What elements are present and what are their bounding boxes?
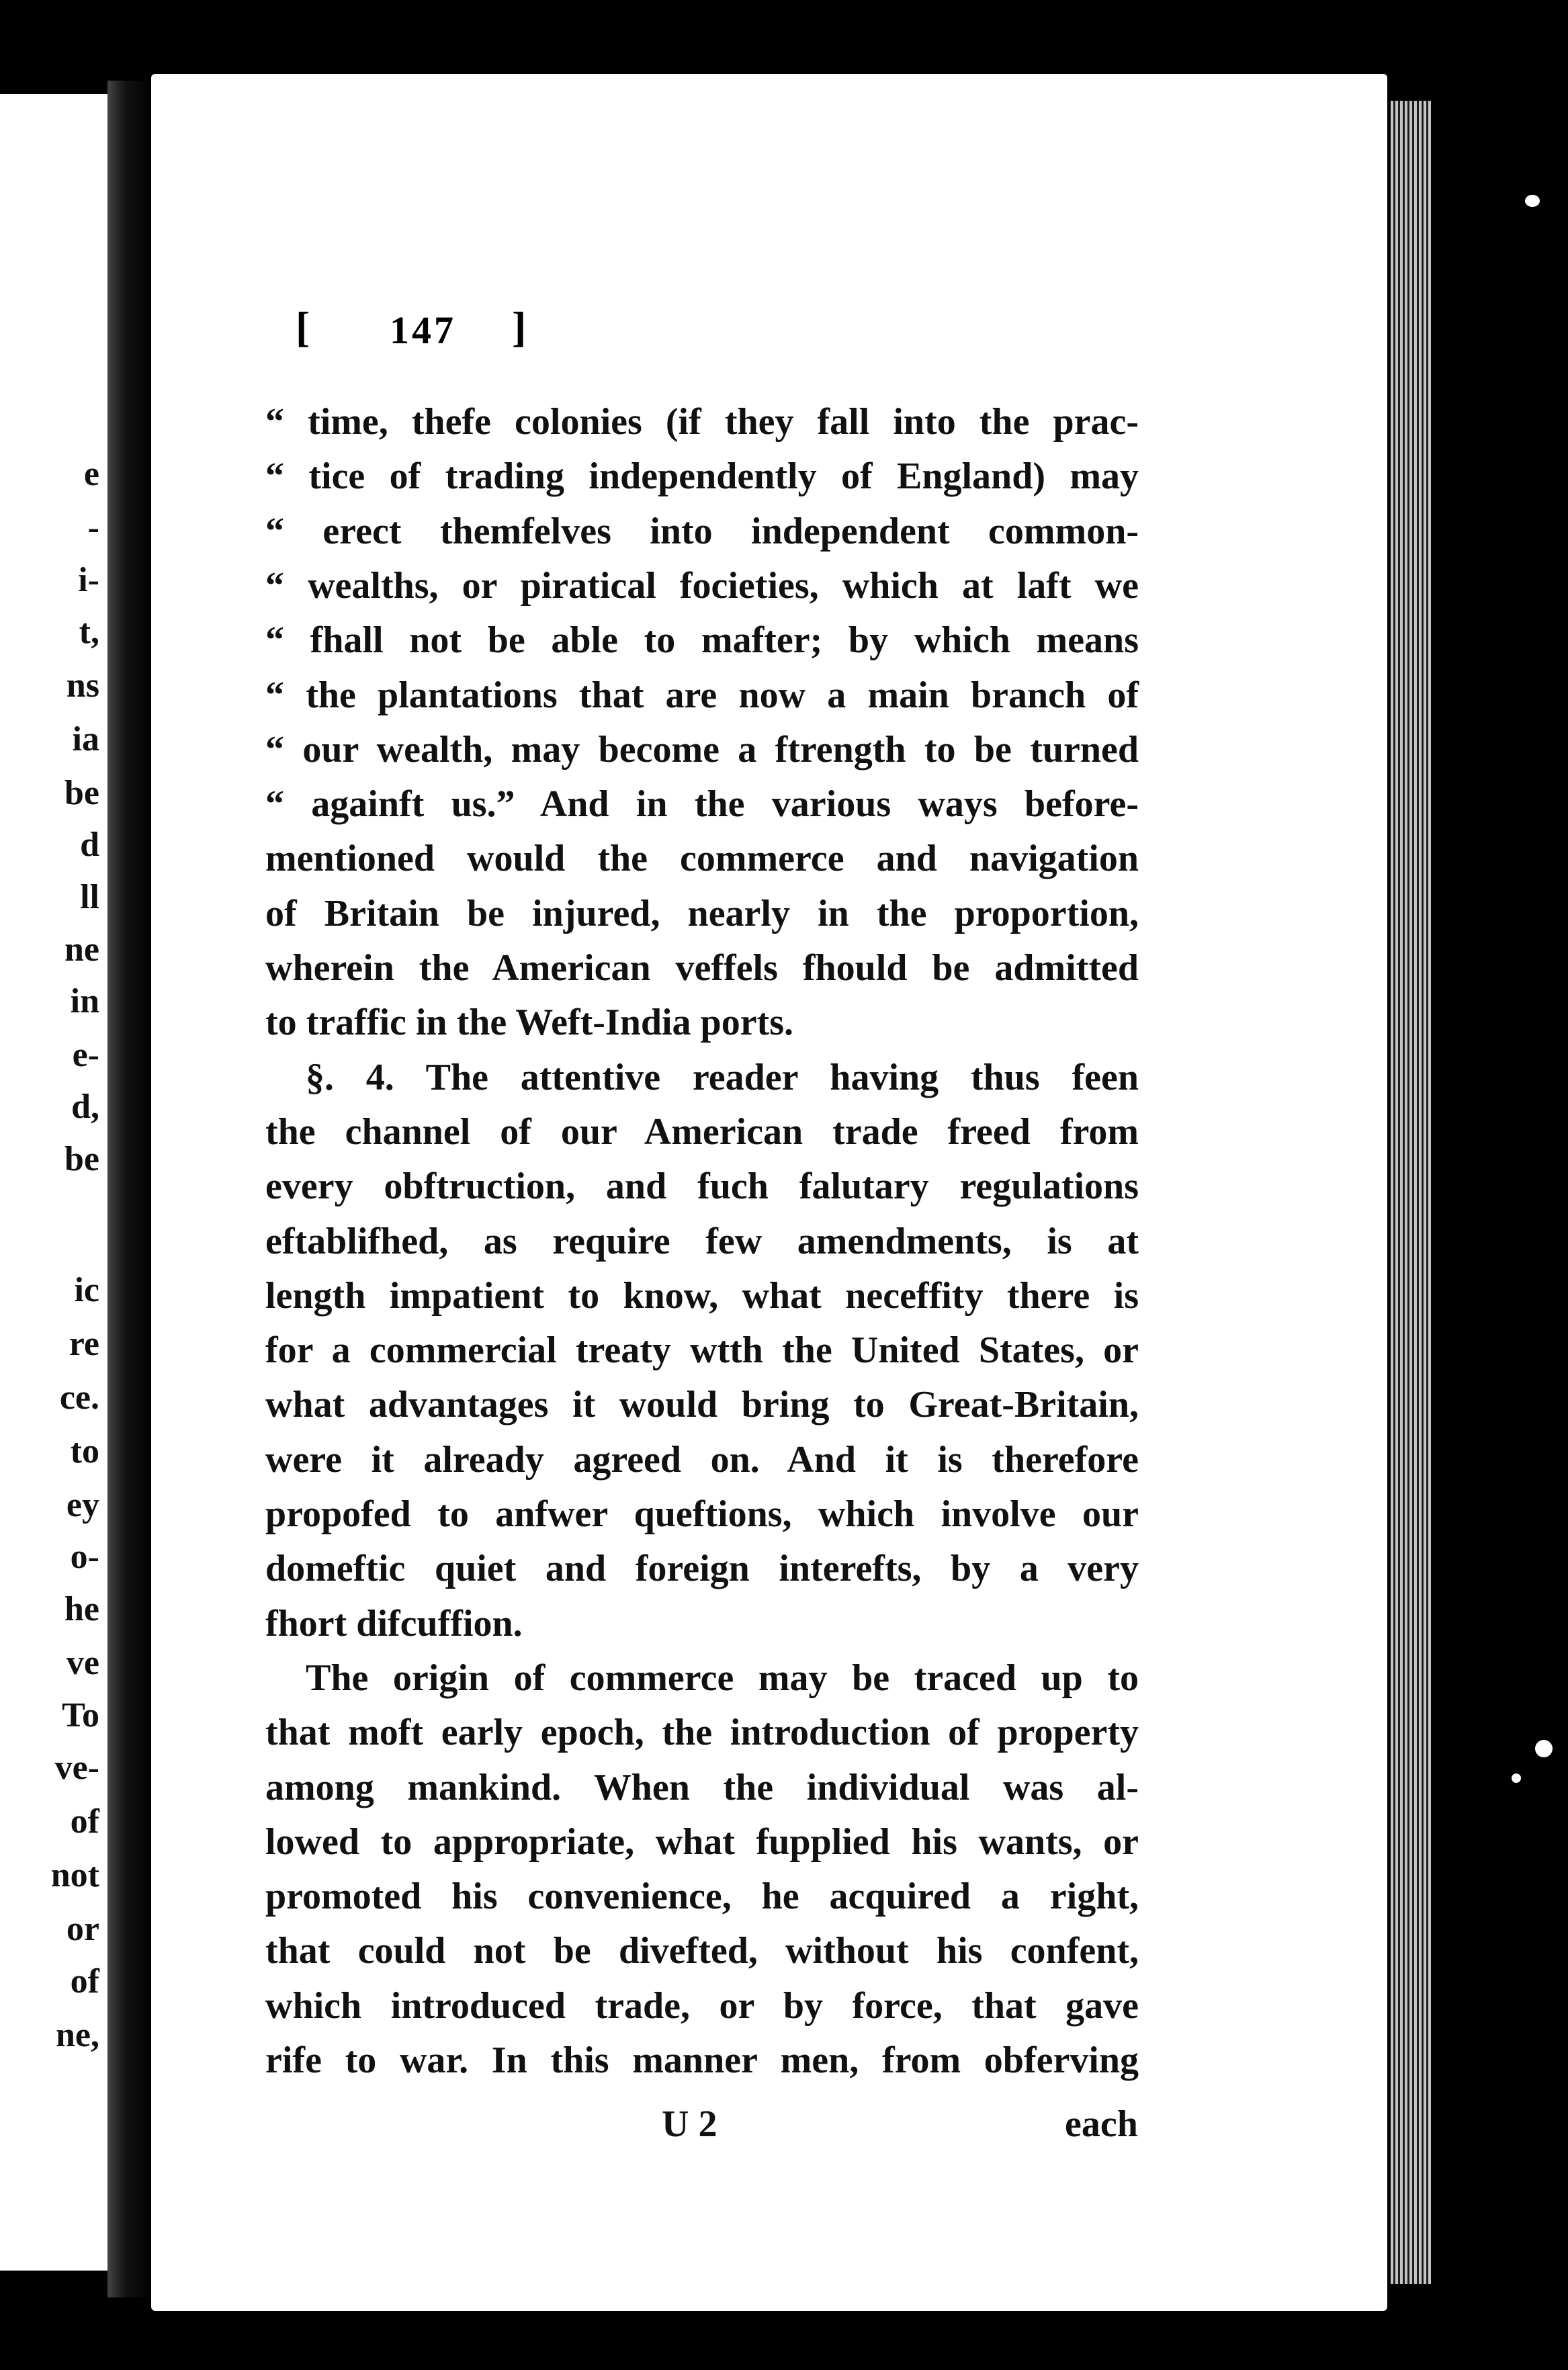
- facing-page-text-fragment: not: [50, 1856, 99, 1894]
- page-number: 147: [390, 308, 456, 352]
- facing-page-text-fragment: ne: [64, 930, 99, 969]
- facing-page-text-fragment: in: [70, 982, 99, 1020]
- catchword: each: [1065, 2103, 1138, 2145]
- facing-page-text-fragment: of: [70, 1962, 99, 2001]
- text-line: The origin of commerce may be traced up to: [306, 1657, 1139, 1699]
- text-line: “ wealths, or piratical focieties, which at laft we: [265, 564, 1139, 607]
- facing-page-text-fragment: d,: [71, 1088, 99, 1126]
- facing-page-text-fragment: -: [87, 509, 99, 547]
- signature-mark: U 2: [662, 2103, 717, 2145]
- facing-page-text-fragment: be: [64, 1140, 99, 1178]
- page-edge-stack: [1391, 101, 1431, 2284]
- facing-page-text-fragment: ia: [72, 720, 99, 758]
- facing-page-text-fragment: ne,: [56, 2016, 99, 2054]
- text-line: “ erect themfelves into independent common-: [265, 510, 1139, 552]
- text-line: which introduced trade, or by force, that gave: [265, 1984, 1139, 2027]
- text-line: that moft early epoch, the introduction of property: [265, 1712, 1139, 1754]
- text-line: wherein the American veffels fhould be admitted: [265, 947, 1139, 989]
- facing-page-text-fragment: o-: [70, 1538, 99, 1576]
- text-line: fhort difcuffion.: [265, 1602, 523, 1644]
- facing-page-text-fragment: be: [64, 774, 99, 812]
- facing-page-text-fragment: ll: [80, 878, 99, 916]
- facing-page-text-fragment: or: [66, 1910, 99, 1948]
- facing-page-text-fragment: ve: [66, 1644, 99, 1682]
- text-line: to traffic in the Weft-India ports.: [265, 1002, 793, 1044]
- scan-speck: [1535, 1740, 1553, 1757]
- facing-page-text-fragment: ns: [66, 666, 99, 705]
- text-line: what advantages it would bring to Great-Britain,: [265, 1384, 1139, 1426]
- facing-page-text-fragment: d: [80, 826, 99, 864]
- text-line: mentioned would the commerce and navigation: [265, 838, 1139, 880]
- text-line: domeftic quiet and foreign interefts, by a very: [265, 1548, 1139, 1590]
- book-gutter: [107, 81, 155, 2297]
- text-line: lowed to appropriate, what fupplied his wants, or: [265, 1820, 1139, 1863]
- facing-page-text-fragment: To: [62, 1696, 99, 1735]
- text-line: length impatient to know, what neceffity there is: [265, 1274, 1139, 1317]
- scan-speck: [1525, 195, 1540, 207]
- facing-page-text-fragment: t,: [79, 613, 99, 651]
- facing-page-text-fragment: ve-: [54, 1749, 99, 1787]
- facing-page-text-fragment: i-: [78, 561, 99, 599]
- facing-page-text-fragment: of: [70, 1802, 99, 1841]
- facing-page-text-fragment: ce.: [59, 1378, 99, 1417]
- facing-page-text-fragment: he: [64, 1590, 99, 1628]
- text-line: propofed to anfwer queftions, which involve our: [265, 1493, 1139, 1535]
- header-right-bracket: ]: [512, 303, 529, 351]
- text-line: “ againft us.” And in the various ways before-: [265, 783, 1139, 826]
- facing-page-text-fragment: to: [70, 1432, 99, 1471]
- facing-page-text-fragment: e: [83, 455, 99, 493]
- text-line: “ time, thefe colonies (if they fall into the prac-: [265, 401, 1139, 443]
- text-line: that could not be divefted, without his confent,: [265, 1930, 1139, 1972]
- header-left-bracket: [: [296, 303, 313, 351]
- text-line: rife to war. In this manner men, from obferving: [265, 2039, 1139, 2081]
- text-line: were it already agreed on. And it is therefore: [265, 1438, 1139, 1481]
- facing-page-text-fragment: e-: [72, 1036, 99, 1074]
- text-line: eftablifhed, as require few amendments, is at: [265, 1220, 1139, 1262]
- text-line: “ the plantations that are now a main branch of: [265, 674, 1139, 716]
- scan-speck: [1512, 1773, 1521, 1783]
- text-line: §. 4. The attentive reader having thus feen: [306, 1056, 1139, 1098]
- text-line: “ tice of trading independently of England) may: [265, 455, 1139, 498]
- text-line: of Britain be injured, nearly in the proportion,: [265, 892, 1139, 934]
- text-line: the channel of our American trade freed from: [265, 1110, 1139, 1153]
- text-line: promoted his convenience, he acquired a right,: [265, 1876, 1139, 1918]
- text-line: for a commercial treaty wtth the United States, or: [265, 1329, 1139, 1372]
- text-line: “ fhall not be able to mafter; by which means: [265, 619, 1139, 662]
- text-line: every obftruction, and fuch falutary regulations: [265, 1166, 1139, 1208]
- facing-page-text-fragment: ey: [66, 1486, 99, 1524]
- text-line: “ our wealth, may become a ftrength to be turned: [265, 728, 1139, 771]
- facing-page-text-fragment: re: [69, 1325, 99, 1363]
- facing-page-text-fragment: ic: [74, 1271, 99, 1309]
- text-line: among mankind. When the individual was al-: [265, 1766, 1139, 1808]
- facing-page-fragment: [0, 94, 107, 2271]
